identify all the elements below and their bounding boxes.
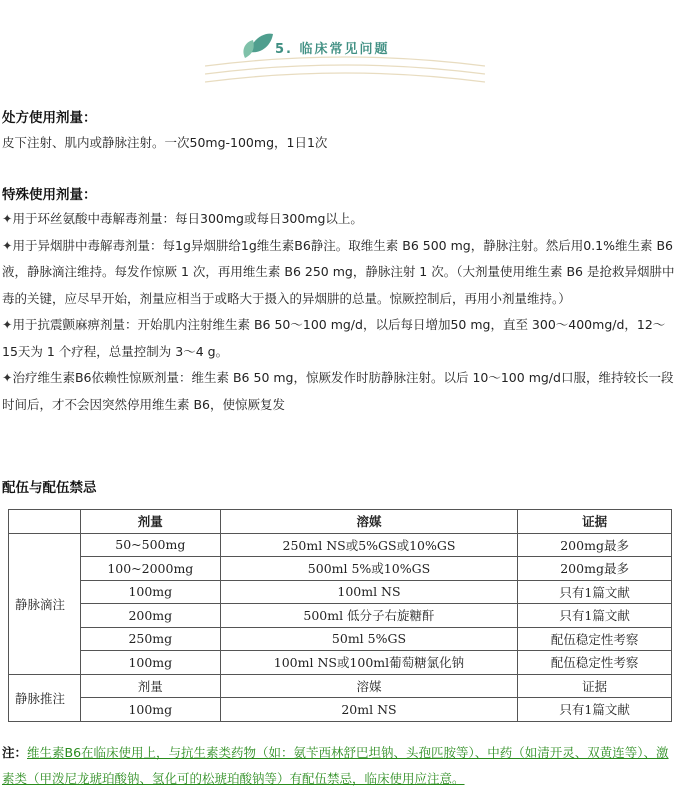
leaf-icon [243,34,273,58]
special-item-text: 治疗维生素B6依赖性惊厥剂量：维生素 B6 50 mg，惊厥发作时肪静脉注射。以后 10～100 mg/d口服，维持较长一段时间后，才不会因突然停用维生素 B6，使惊厥复发 [2,370,674,412]
evidence-cell: 只有1篇文献 [518,580,672,604]
sub-header-dose: 剂量 [80,674,220,698]
special-item-text: 用于环丝氨酸中毒解毒剂量：每日300mg或每日300mg以上。 [12,211,363,226]
star-icon: ✦ [2,370,13,385]
table-corner-cell [9,510,81,534]
prescription-heading: 处方使用剂量： [2,110,97,126]
sub-header-evidence: 证据 [518,674,672,698]
table-row [9,557,672,581]
col-header-dose: 剂量 [80,510,220,534]
note-text: 维生素B6在临床使用上，与抗生素类药物（如：氨苄西林舒巴坦钠、头孢匹胺等）、中药（如清开灵、双黄连等）、激素类（甲泼尼龙琥珀酸钠、氢化可的松琥珀酸钠等）有配伍禁忌，临床使用应注意。 [2,745,669,786]
table-header-row [9,510,672,534]
dose-cell: 250mg [80,627,220,651]
evidence-cell: 200mg最多 [518,533,672,557]
dose-cell: 100mg [80,698,220,722]
special-item-text: 用于异烟肼中毒解毒剂量：每1g异烟肼给1g维生素B6静注。取维生素 B6 500 mg，静脉注射。然后用0.1%维生素 B6 液，静脉滴注维持。每发作惊厥 1 次，再用维生素 B6 250 mg，静脉注射 1 次。（大剂量使用维生素 B6 是抢救异烟肼中毒的关键，应尽早开始，剂量应相当于或略大于摄入的异烟肼的总量。惊厥控制后，再用小剂量维持。） [2,237,675,306]
table-row [9,651,672,675]
table-row [9,533,672,557]
note-label: 注： [2,745,28,760]
table-row [9,698,672,722]
special-list [2,206,678,418]
table-row [9,580,672,604]
dose-cell: 100mg [80,580,220,604]
compat-heading: 配伍与配伍禁忌 [2,480,97,496]
solvent-cell: 20ml NS [220,698,517,722]
dose-cell: 50~500mg [80,533,220,557]
special-item [2,206,678,233]
sub-header-solvent: 溶媒 [220,674,517,698]
table-row [9,604,672,628]
star-icon: ✦ [2,211,13,226]
table-row [9,674,672,698]
col-header-evidence: 证据 [518,510,672,534]
col-header-solvent: 溶媒 [220,510,517,534]
prescription-text: 皮下注射、肌内或静脉注射。一次50mg-100mg，1日1次 [2,135,328,150]
solvent-cell: 250ml NS或5%GS或10%GS [220,533,517,557]
special-item [2,365,678,418]
special-item-text: 用于抗震颤麻痹剂量：开始肌内注射维生素 B6 50～100 mg/d，以后每日增加50 mg，直至 300～400mg/d，12～15天为 1 个疗程，总量控制为 3～4 g。 [2,317,666,359]
dose-cell: 200mg [80,604,220,628]
evidence-cell: 只有1篇文献 [518,698,672,722]
solvent-cell: 500ml 低分子右旋糖酐 [220,604,517,628]
solvent-cell: 50ml 5%GS [220,627,517,651]
solvent-cell: 100ml NS [220,580,517,604]
note [2,740,678,792]
special-heading: 特殊使用剂量： [2,187,97,203]
dose-cell: 100mg [80,651,220,675]
solvent-cell: 500ml 5%或10%GS [220,557,517,581]
dose-cell: 100~2000mg [80,557,220,581]
table-row [9,627,672,651]
evidence-cell: 200mg最多 [518,557,672,581]
special-item [2,233,678,313]
route-iv-push: 静脉推注 [9,674,81,721]
special-item [2,312,678,365]
solvent-cell: 100ml NS或100ml葡萄糖氯化钠 [220,651,517,675]
star-icon: ✦ [2,317,13,332]
star-icon: ✦ [2,237,13,253]
section-title: 5. 临床常见问题 [275,42,390,57]
evidence-cell: 配伍稳定性考察 [518,627,672,651]
evidence-cell: 只有1篇文献 [518,604,672,628]
route-iv-drip: 静脉滴注 [9,533,81,674]
compat-table [8,509,672,722]
evidence-cell: 配伍稳定性考察 [518,651,672,675]
section-header [205,22,485,86]
